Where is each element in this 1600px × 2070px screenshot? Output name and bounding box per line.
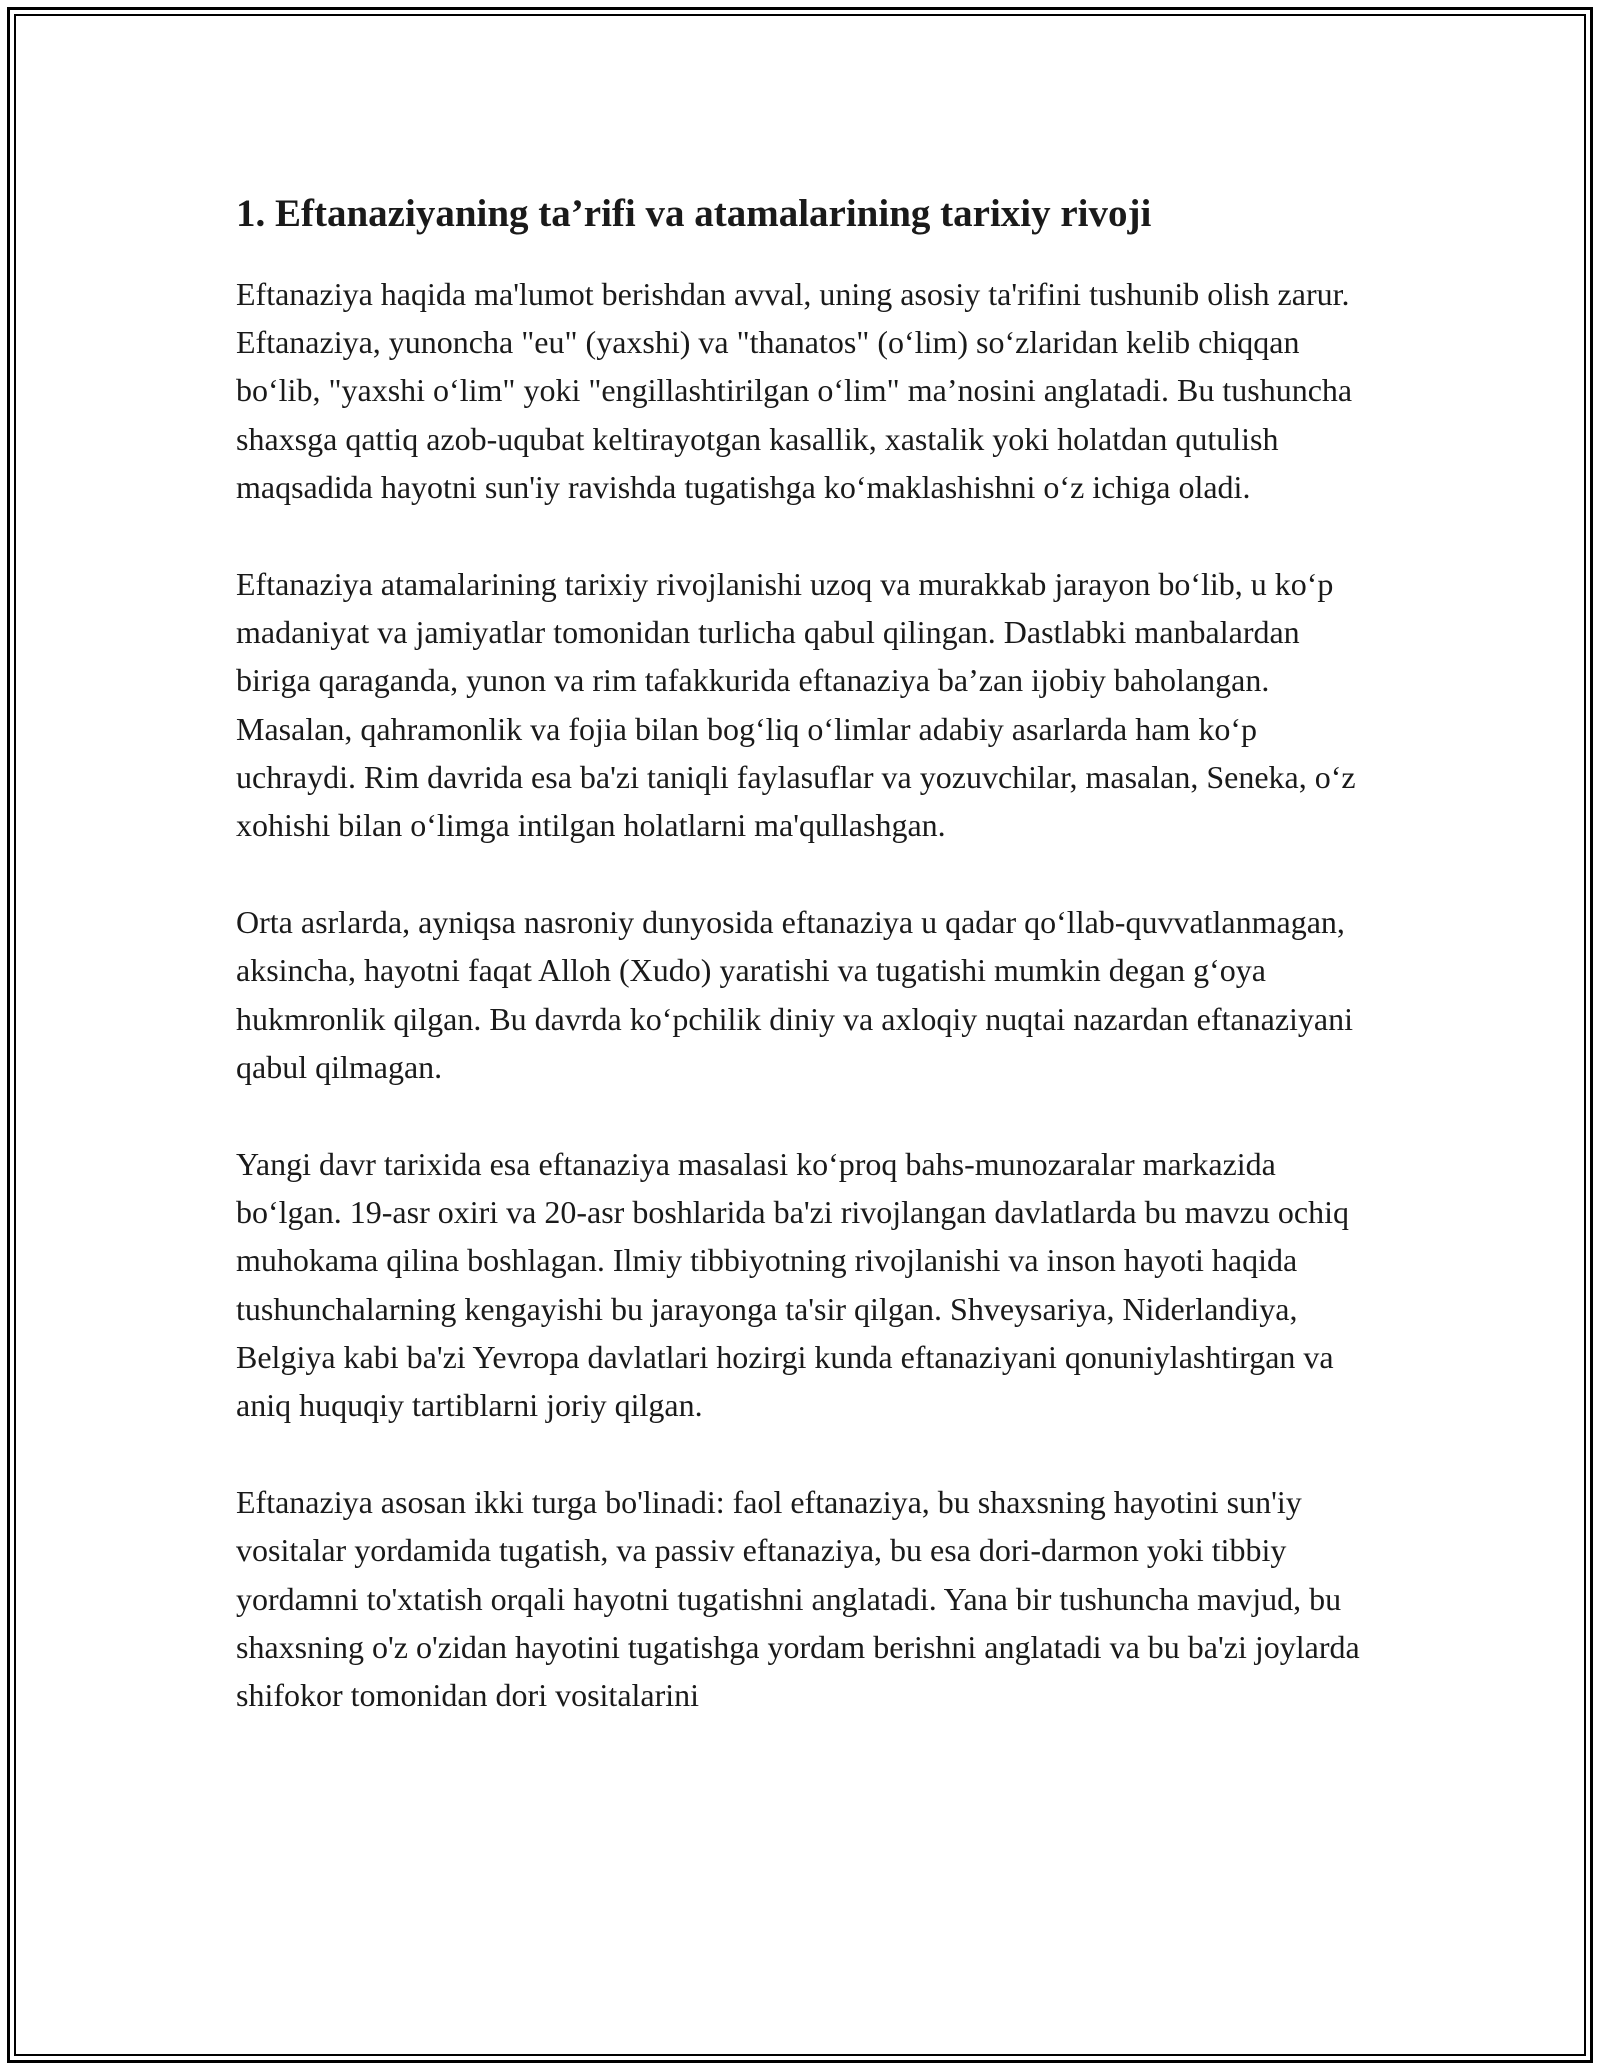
paragraph-history-antiquity: Eftanaziya atamalarining tarixiy rivojlanishi uzoq va murakkab jarayon bo‘lib, u ko‘p madaniyat va jamiyatlar tomonidan turlicha qabul qilingan. Dastlabki manbalardan biriga qaraganda, yunon va rim tafakkurida eftanaziya ba’zan ijobiy baholangan. Masalan, qahramonlik va fojia bilan bog‘liq o‘limlar adabiy asarlarda ham ko‘p uchraydi. Rim davrida esa ba'zi taniqli faylasuflar va yozuvchilar, masalan, Seneka, o‘z xohishi bilan o‘limga intilgan holatlarni ma'qullashgan. [236,566,1356,844]
section-heading: 1. Eftanaziyaning ta’rifi va atamalarining tarixiy rivoji [236,192,1152,235]
paragraph-modern-era: Yangi davr tarixida esa eftanaziya masalasi ko‘proq bahs-munozaralar markazida bo‘lgan. 19-asr oxiri va 20-asr boshlarida ba'zi rivojlangan davlatlarda bu mavzu ochiq muhokama qilina boshlagan. Ilmiy tibbiyotning rivojlanishi va inson hayoti haqida tushunchalarning kengayishi bu jarayonga ta'sir qilgan. Shveysariya, Niderlandiya, Belgiya kabi ba'zi Yevropa davlatlari hozirgi kunda eftanaziyani qonuniylashtirgan va aniq huquqiy tartiblarni joriy qilgan. [236,1146,1349,1424]
paragraph-definition: Eftanaziya haqida ma'lumot berishdan avval, uning asosiy ta'rifini tushunib olish zarur. Eftanaziya, yunoncha "eu" (yaxshi) va "thanatos" (o‘lim) so‘zlaridan kelib chiqqan bo‘lib, "yaxshi o‘lim" yoki "engillashtirilgan o‘lim" ma’nosini anglatadi. Bu tushuncha shaxsga qattiq azob-uqubat keltirayotgan kasallik, xastalik yoki holatdan qutulish maqsadida hayotni sun'iy ravishda tugatishga ko‘maklashishni o‘z ichiga oladi. [236,276,1353,505]
document-body [236,184,1374,1768]
paragraph-types: Eftanaziya asosan ikki turga bo'linadi: faol eftanaziya, bu shaxsning hayotini sun'iy vositalar yordamida tugatish, va passiv eftanaziya, bu esa dori-darmon yoki tibbiy yordamni to'xtatish orqali hayotni tugatishni anglatadi. Yana bir tushuncha mavjud, bu shaxsning o'z o'zidan hayotini tugatishga yordam berishni anglatadi va bu ba'zi joylarda shifokor tomonidan dori vositalarini [236,1484,1360,1714]
paragraph-middle-ages: Orta asrlarda, ayniqsa nasroniy dunyosida eftanaziya u qadar qo‘llab-quvvatlanmagan, aksincha, hayotni faqat Alloh (Xudo) yaratishi va tugatishi mumkin degan g‘oya hukmronlik qilgan. Bu davrda ko‘pchilik diniy va axloqiy nuqtai nazardan eftanaziyani qabul qilmagan. [236,904,1354,1085]
